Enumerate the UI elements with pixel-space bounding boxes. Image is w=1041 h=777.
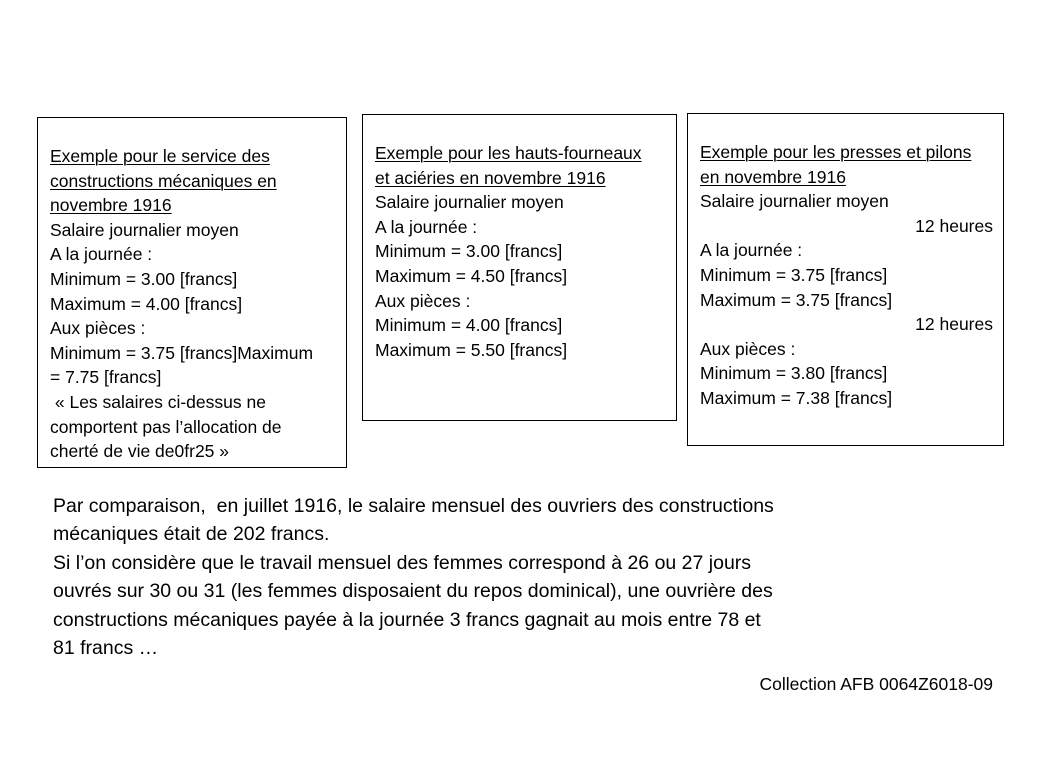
box-text-line: A la journée : [375, 216, 478, 237]
box-hours-note: 12 heures [915, 314, 993, 335]
example-box-hauts-fourneaux-acieries [362, 114, 677, 421]
paragraph-line: Par comparaison, en juillet 1916, le salaire mensuel des ouvriers des constructions [53, 495, 774, 517]
box-text-line: Minimum = 3.75 [francs] [700, 264, 888, 285]
box-text-line: Aux pièces : [700, 338, 796, 359]
box-text-line: Salaire journalier moyen [50, 219, 239, 240]
box-heading-line: et aciéries en novembre 1916 [375, 167, 606, 188]
box-text-line: Minimum = 3.00 [francs] [50, 268, 238, 289]
paragraph-line: mécaniques était de 202 francs. [53, 523, 330, 546]
box-heading-line: en novembre 1916 [700, 166, 846, 187]
example-box-content [700, 140, 993, 411]
box-text-line: Minimum = 3.80 [francs] [700, 363, 888, 384]
example-box-content [375, 141, 666, 362]
box-heading-line: constructions mécaniques en [50, 170, 277, 191]
box-text-line: Aux pièces : [375, 290, 471, 311]
box-text-line: A la journée : [50, 244, 153, 265]
paragraph-line: 81 francs … [53, 637, 159, 660]
box-heading-line: Exemple pour les hauts-fourneaux [375, 143, 642, 163]
paragraph-line: Si l’on considère que le travail mensuel des femmes correspond à 26 ou 27 jours [53, 551, 752, 574]
example-box-content [50, 144, 336, 464]
box-text-line: A la journée : [700, 240, 803, 261]
box-heading-line: novembre 1916 [50, 195, 172, 216]
box-text-line: Salaire journalier moyen [700, 191, 889, 212]
box-text-line: = 7.75 [francs] [50, 367, 162, 388]
box-text-line: « Les salaires ci-dessus ne [50, 391, 266, 412]
box-text-line: Maximum = 3.75 [francs] [700, 289, 893, 310]
paragraph-line: constructions mécaniques payée à la journée 3 francs gagnait au mois entre 78 et [53, 608, 761, 631]
box-text-line: Minimum = 3.00 [francs] [375, 241, 563, 262]
collection-credit: Collection AFB 0064Z6018-09 [759, 674, 993, 694]
box-text-line: Maximum = 4.00 [francs] [50, 293, 243, 314]
example-box-presses-et-pilons [687, 113, 1004, 446]
box-hours-note: 12 heures [915, 215, 993, 236]
box-text-line: Maximum = 5.50 [francs] [375, 339, 568, 360]
box-text-line: cherté de vie de0fr25 » [50, 441, 230, 462]
example-box-constructions-mecaniques [37, 117, 347, 468]
box-heading-line: Exemple pour le service des [50, 146, 270, 166]
comparison-paragraph [53, 492, 983, 662]
box-text-line: Aux pièces : [50, 318, 146, 339]
box-text-line: Minimum = 4.00 [francs] [375, 315, 563, 336]
box-text-line: Maximum = 7.38 [francs] [700, 387, 893, 408]
box-text-line: Salaire journalier moyen [375, 192, 564, 213]
box-text-line: Minimum = 3.75 [francs]Maximum [50, 342, 314, 363]
box-heading-line: Exemple pour les presses et pilons [700, 142, 972, 162]
box-text-line: comportent pas l’allocation de [50, 416, 282, 437]
paragraph-line: ouvrés sur 30 ou 31 (les femmes disposaient du repos dominical), une ouvrière des [53, 580, 773, 603]
box-text-line: Maximum = 4.50 [francs] [375, 265, 568, 286]
